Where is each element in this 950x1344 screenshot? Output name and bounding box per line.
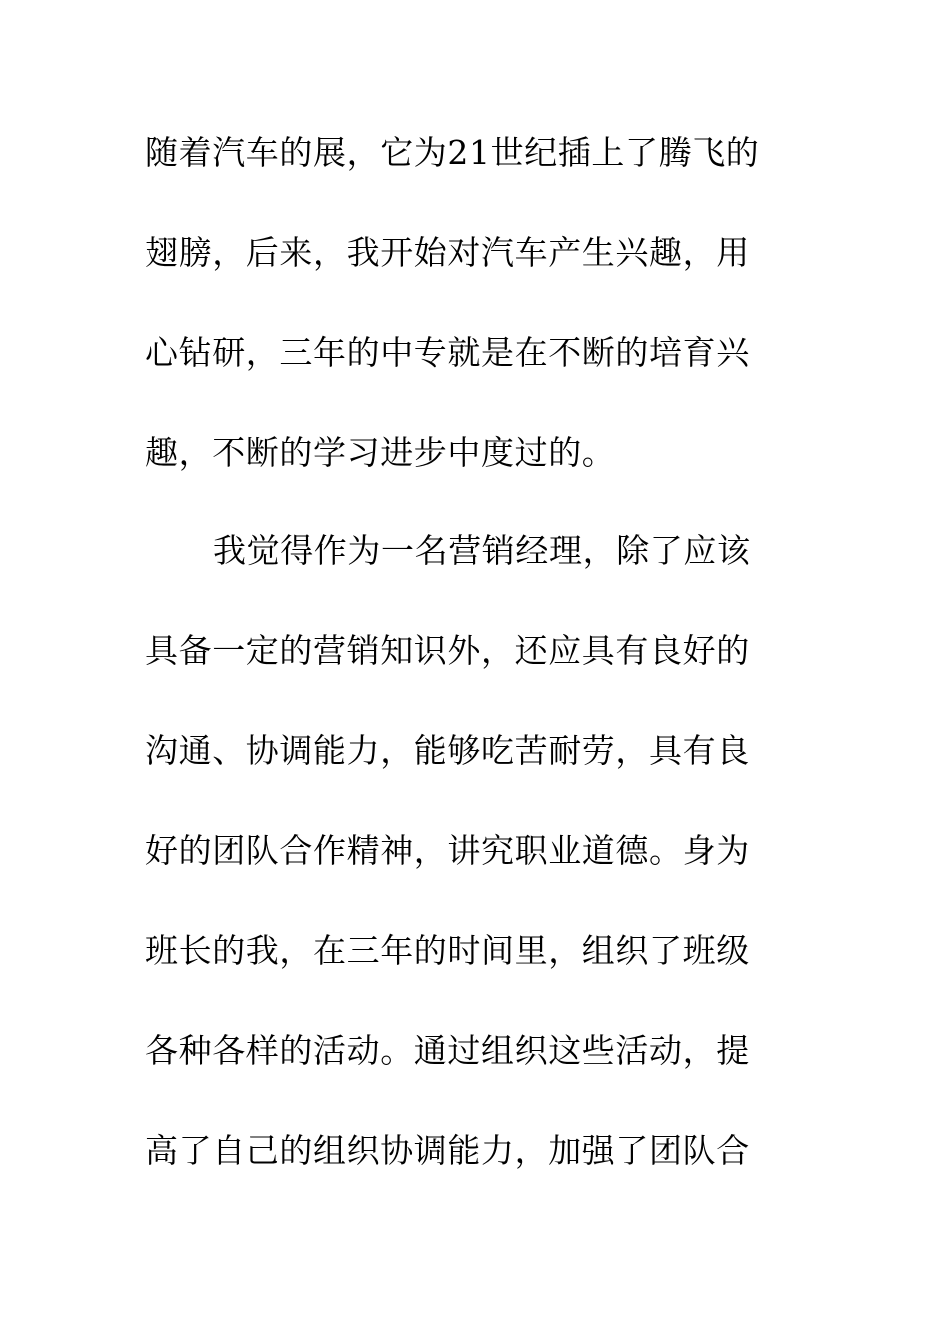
text-line: 我觉得作为一名营销经理，除了应该 [213,531,751,570]
text-line: 各种各样的活动。通过组织这些活动，提 [145,1031,750,1070]
text-line: 具备一定的营销知识外，还应具有良好的 [145,631,750,670]
text-line: 班长的我，在三年的时间里，组织了班级 [145,931,750,970]
text-line: 随着汽车的展，它为21世纪插上了腾飞的 [145,133,760,172]
text-line: 心钻研，三年的中专就是在不断的培育兴 [145,333,750,372]
text-line: 高了自己的组织协调能力，加强了团队合 [145,1131,750,1170]
text-line: 翅膀，后来，我开始对汽车产生兴趣，用 [145,233,750,272]
text-line: 好的团队合作精神，讲究职业道德。身为 [145,831,750,870]
text-line: 趣，不断的学习进步中度过的。 [145,433,616,472]
text-line: 沟通、协调能力，能够吃苦耐劳，具有良 [145,731,750,770]
